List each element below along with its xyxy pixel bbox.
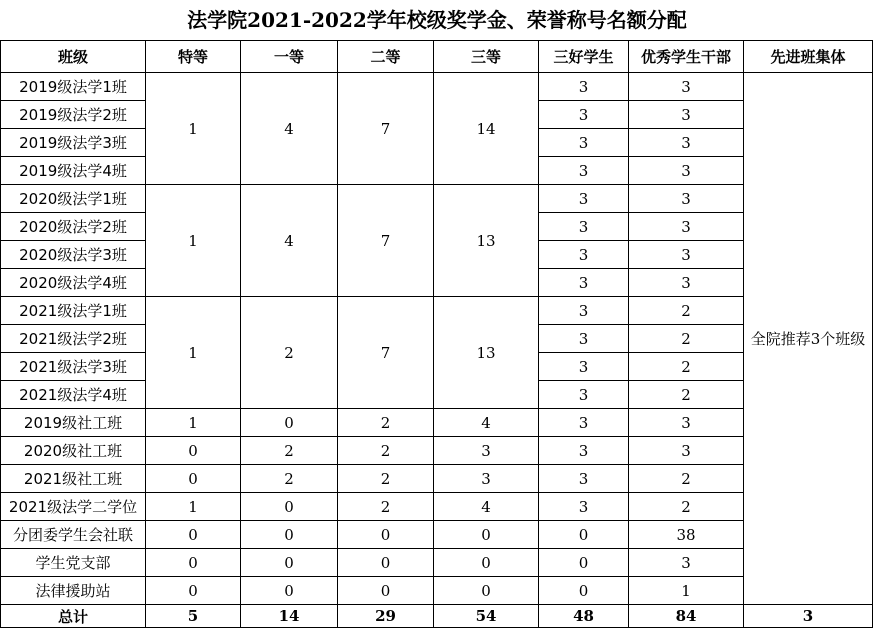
header-special: 特等 xyxy=(146,41,241,73)
class-cell: 2020级法学2班 xyxy=(1,213,146,241)
cadre-cell: 2 xyxy=(629,297,744,325)
first-cell: 0 xyxy=(241,549,338,577)
cadre-cell: 2 xyxy=(629,353,744,381)
third-cell: 0 xyxy=(434,549,539,577)
total-collective: 3 xyxy=(744,605,873,628)
second-cell: 0 xyxy=(338,577,434,605)
class-cell: 2021级法学1班 xyxy=(1,297,146,325)
sanhao-cell: 3 xyxy=(539,325,629,353)
sanhao-cell: 3 xyxy=(539,409,629,437)
class-cell: 学生党支部 xyxy=(1,549,146,577)
first-cell: 2 xyxy=(241,297,338,409)
class-cell: 2019级法学4班 xyxy=(1,157,146,185)
sanhao-cell: 3 xyxy=(539,157,629,185)
collective-cell: 全院推荐3个班级 xyxy=(744,73,873,605)
first-cell: 2 xyxy=(241,437,338,465)
third-cell: 3 xyxy=(434,465,539,493)
class-cell: 2021级法学2班 xyxy=(1,325,146,353)
class-cell: 2021级法学二学位 xyxy=(1,493,146,521)
cadre-cell: 3 xyxy=(629,269,744,297)
cadre-cell: 3 xyxy=(629,157,744,185)
header-cadre: 优秀学生干部 xyxy=(629,41,744,73)
sanhao-cell: 3 xyxy=(539,465,629,493)
header-sanhao: 三好学生 xyxy=(539,41,629,73)
cadre-cell: 3 xyxy=(629,213,744,241)
cadre-cell: 38 xyxy=(629,521,744,549)
header-class: 班级 xyxy=(1,41,146,73)
sanhao-cell: 3 xyxy=(539,381,629,409)
sanhao-cell: 3 xyxy=(539,297,629,325)
cadre-cell: 2 xyxy=(629,465,744,493)
sanhao-cell: 3 xyxy=(539,213,629,241)
table-row xyxy=(1,493,873,521)
cadre-cell: 3 xyxy=(629,185,744,213)
second-cell: 2 xyxy=(338,465,434,493)
table-row xyxy=(1,577,873,605)
table-row xyxy=(1,521,873,549)
special-cell: 0 xyxy=(146,465,241,493)
third-cell: 3 xyxy=(434,437,539,465)
first-cell: 0 xyxy=(241,493,338,521)
total-third: 54 xyxy=(434,605,539,628)
second-cell: 7 xyxy=(338,297,434,409)
class-cell: 2019级法学1班 xyxy=(1,73,146,101)
header-first: 一等 xyxy=(241,41,338,73)
class-cell: 2020级社工班 xyxy=(1,437,146,465)
cadre-cell: 3 xyxy=(629,101,744,129)
sanhao-cell: 3 xyxy=(539,493,629,521)
table-row xyxy=(1,465,873,493)
first-cell: 4 xyxy=(241,185,338,297)
quota-table xyxy=(0,40,873,628)
second-cell: 7 xyxy=(338,73,434,185)
cadre-cell: 3 xyxy=(629,549,744,577)
cadre-cell: 3 xyxy=(629,129,744,157)
first-cell: 0 xyxy=(241,409,338,437)
first-cell: 0 xyxy=(241,521,338,549)
first-cell: 0 xyxy=(241,577,338,605)
class-cell: 法律援助站 xyxy=(1,577,146,605)
total-sanhao: 48 xyxy=(539,605,629,628)
special-cell: 0 xyxy=(146,437,241,465)
special-cell: 1 xyxy=(146,73,241,185)
table-row xyxy=(1,409,873,437)
total-row xyxy=(1,605,873,628)
page-title: 法学院2021-2022学年校级奖学金、荣誉称号名额分配 xyxy=(187,8,687,32)
table-row xyxy=(1,297,873,325)
total-second: 29 xyxy=(338,605,434,628)
sanhao-cell: 3 xyxy=(539,101,629,129)
second-cell: 2 xyxy=(338,409,434,437)
second-cell: 0 xyxy=(338,549,434,577)
sanhao-cell: 3 xyxy=(539,185,629,213)
sanhao-cell: 3 xyxy=(539,269,629,297)
sanhao-cell: 0 xyxy=(539,577,629,605)
class-cell: 2019级法学3班 xyxy=(1,129,146,157)
special-cell: 0 xyxy=(146,549,241,577)
third-cell: 13 xyxy=(434,297,539,409)
second-cell: 2 xyxy=(338,437,434,465)
third-cell: 0 xyxy=(434,521,539,549)
header-collective: 先进班集体 xyxy=(744,41,873,73)
table-row xyxy=(1,549,873,577)
third-cell: 14 xyxy=(434,73,539,185)
first-cell: 4 xyxy=(241,73,338,185)
third-cell: 4 xyxy=(434,493,539,521)
class-cell: 2019级社工班 xyxy=(1,409,146,437)
sanhao-cell: 3 xyxy=(539,73,629,101)
sanhao-cell: 0 xyxy=(539,521,629,549)
cadre-cell: 3 xyxy=(629,241,744,269)
special-cell: 1 xyxy=(146,493,241,521)
special-cell: 0 xyxy=(146,577,241,605)
third-cell: 4 xyxy=(434,409,539,437)
class-cell: 2020级法学3班 xyxy=(1,241,146,269)
cadre-cell: 2 xyxy=(629,493,744,521)
table-row xyxy=(1,437,873,465)
header-second: 二等 xyxy=(338,41,434,73)
header-row xyxy=(1,41,873,73)
sanhao-cell: 3 xyxy=(539,437,629,465)
class-cell: 2021级社工班 xyxy=(1,465,146,493)
total-label: 总计 xyxy=(1,605,146,628)
table-row xyxy=(1,185,873,213)
second-cell: 2 xyxy=(338,493,434,521)
cadre-cell: 3 xyxy=(629,437,744,465)
class-cell: 分团委学生会社联 xyxy=(1,521,146,549)
third-cell: 0 xyxy=(434,577,539,605)
class-cell: 2021级法学3班 xyxy=(1,353,146,381)
total-special: 5 xyxy=(146,605,241,628)
class-cell: 2020级法学1班 xyxy=(1,185,146,213)
sanhao-cell: 3 xyxy=(539,129,629,157)
special-cell: 1 xyxy=(146,185,241,297)
sanhao-cell: 0 xyxy=(539,549,629,577)
class-cell: 2019级法学2班 xyxy=(1,101,146,129)
special-cell: 0 xyxy=(146,521,241,549)
special-cell: 1 xyxy=(146,297,241,409)
sanhao-cell: 3 xyxy=(539,353,629,381)
sanhao-cell: 3 xyxy=(539,241,629,269)
special-cell: 1 xyxy=(146,409,241,437)
cadre-cell: 2 xyxy=(629,325,744,353)
cadre-cell: 3 xyxy=(629,409,744,437)
total-first: 14 xyxy=(241,605,338,628)
table-row xyxy=(1,73,873,101)
class-cell: 2021级法学4班 xyxy=(1,381,146,409)
third-cell: 13 xyxy=(434,185,539,297)
first-cell: 2 xyxy=(241,465,338,493)
cadre-cell: 2 xyxy=(629,381,744,409)
cadre-cell: 3 xyxy=(629,73,744,101)
header-third: 三等 xyxy=(434,41,539,73)
cadre-cell: 1 xyxy=(629,577,744,605)
second-cell: 7 xyxy=(338,185,434,297)
class-cell: 2020级法学4班 xyxy=(1,269,146,297)
second-cell: 0 xyxy=(338,521,434,549)
total-cadre: 84 xyxy=(629,605,744,628)
